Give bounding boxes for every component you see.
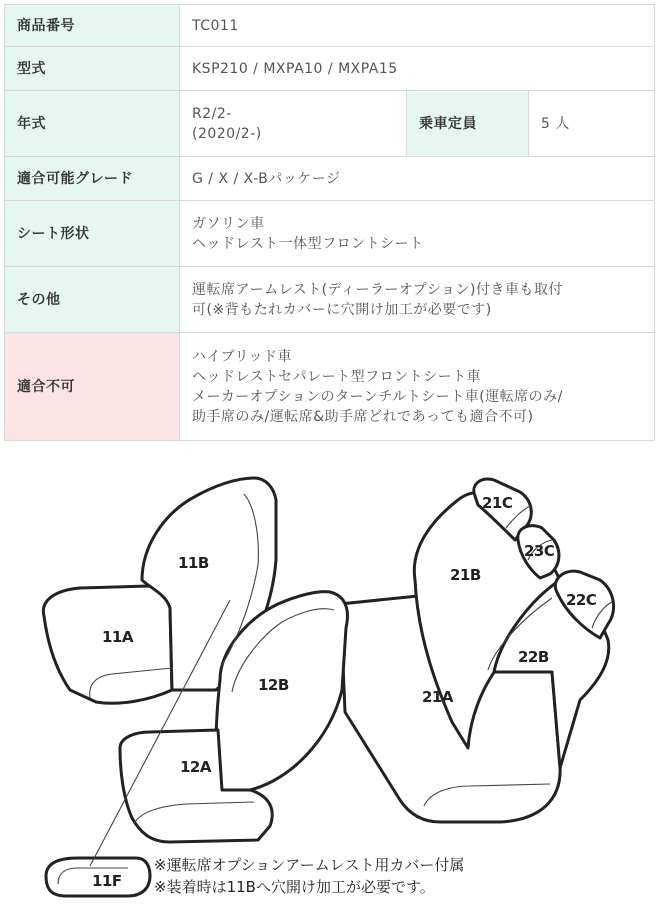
seat-label-11a: 11A bbox=[102, 628, 133, 646]
spec-row-model bbox=[5, 47, 655, 91]
spec-value-line: ヘッドレストセパレート型フロントシート車 bbox=[192, 368, 482, 385]
seat-label-21a: 21A bbox=[422, 688, 453, 706]
seat-label-11b: 11B bbox=[178, 554, 209, 572]
spec-value-line: 可(※背もたれカバーに穴開け加工が必要です) bbox=[192, 301, 492, 318]
spec-value bbox=[180, 201, 655, 267]
spec-row-grade bbox=[5, 157, 655, 201]
spec-value-line: ガソリン車 bbox=[192, 215, 265, 232]
spec-label: シート形状 bbox=[5, 201, 180, 267]
spec-value-line: 運転席アームレスト(ディーラーオプション)付き車も取付 bbox=[192, 281, 563, 298]
seat-label-23c: 23C bbox=[524, 542, 555, 560]
seat-label-21b: 21B bbox=[450, 566, 481, 584]
spec-label: 型式 bbox=[5, 47, 180, 91]
note-drilling-required: ※装着時は11Bへ穴開け加工が必要です。 bbox=[154, 878, 435, 896]
spec-value bbox=[180, 267, 655, 333]
seat-label-21c: 21C bbox=[482, 494, 513, 512]
seat-label-12b: 12B bbox=[258, 676, 289, 694]
seat-label-22b: 22B bbox=[518, 648, 549, 666]
spec-value bbox=[180, 333, 655, 441]
spec-table bbox=[4, 4, 655, 441]
spec-label: 年式 bbox=[5, 91, 180, 157]
spec-value: KSP210 / MXPA10 / MXPA15 bbox=[180, 47, 655, 91]
spec-row-year bbox=[5, 91, 655, 157]
spec-sub-value: 5 人 bbox=[529, 91, 655, 157]
spec-row-incompatible bbox=[5, 333, 655, 441]
spec-label: 適合可能グレード bbox=[5, 157, 180, 201]
spec-value-line: R2/2- bbox=[192, 105, 232, 122]
spec-value: G / X / X-Bパッケージ bbox=[180, 157, 655, 201]
spec-value-line: メーカーオプションのターンチルトシート車(運転席のみ/ bbox=[192, 388, 563, 405]
spec-value: TC011 bbox=[180, 5, 655, 47]
seat-label-22c: 22C bbox=[566, 591, 597, 609]
spec-sub-label: 乗車定員 bbox=[407, 91, 529, 157]
spec-row-other bbox=[5, 267, 655, 333]
note-armrest-cover: ※運転席オプションアームレスト用カバー付属 bbox=[154, 856, 465, 874]
spec-label: その他 bbox=[5, 267, 180, 333]
spec-label: 適合不可 bbox=[5, 333, 180, 441]
spec-label: 商品番号 bbox=[5, 5, 180, 47]
spec-value bbox=[180, 91, 407, 157]
seat-label-11f: 11F bbox=[92, 872, 122, 890]
spec-value-line: ハイブリッド車 bbox=[192, 348, 292, 365]
spec-value-line: 助手席のみ/運転席&助手席どれであっても適合不可) bbox=[192, 408, 534, 425]
spec-value-line: (2020/2-) bbox=[192, 125, 262, 142]
spec-row-seat-type bbox=[5, 201, 655, 267]
spec-value-line: ヘッドレスト一体型フロントシート bbox=[192, 235, 424, 252]
seat-cover-diagram bbox=[0, 450, 660, 905]
seat-label-12a: 12A bbox=[180, 758, 211, 776]
spec-row-product-number bbox=[5, 5, 655, 47]
